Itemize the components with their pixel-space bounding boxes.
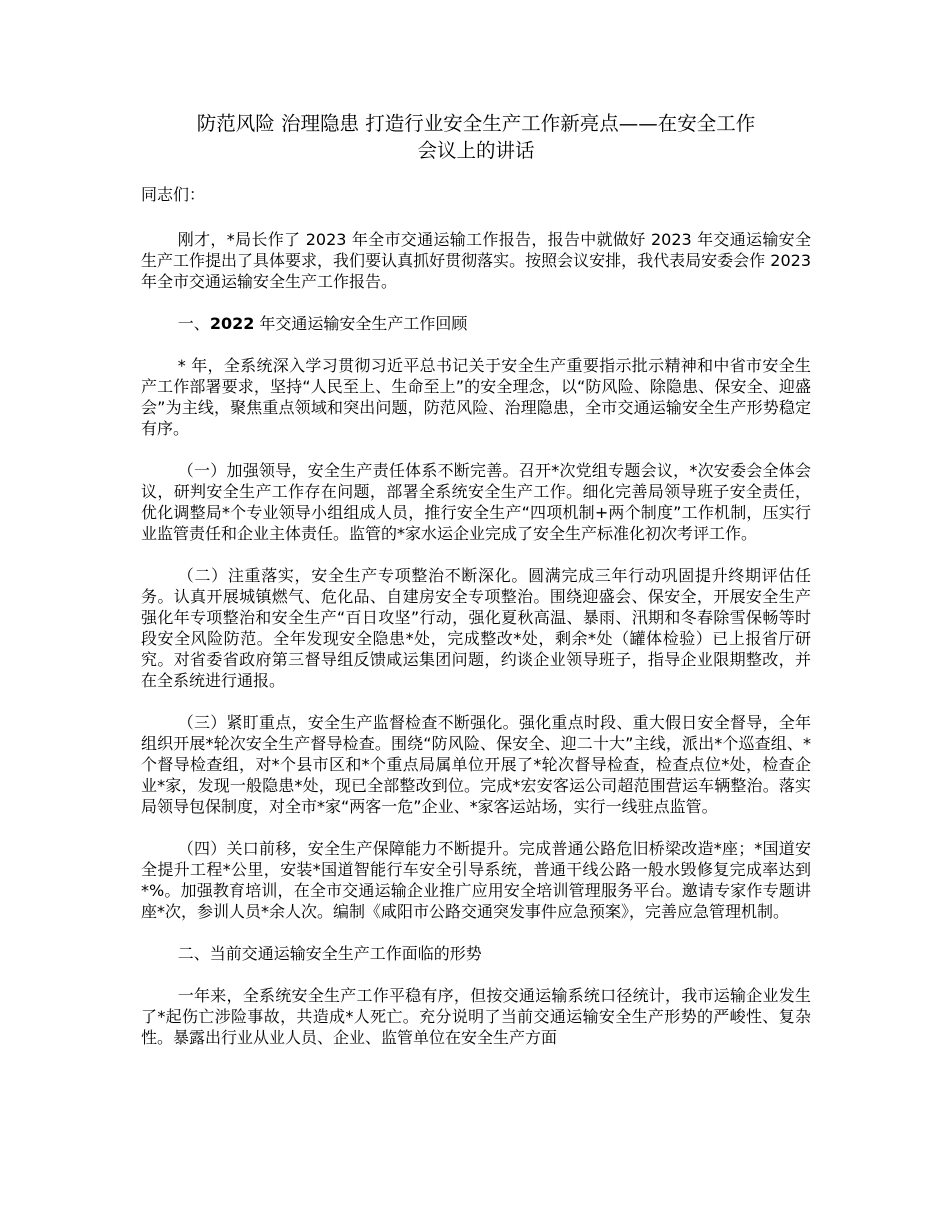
section-1-heading: [141, 313, 811, 334]
item-4-paragraph: （四）关口前移，安全生产保障能力不断提升。完成普通公路危旧桥梁改造*座；*国道安全提升工程*公里，安装*国道智能行车安全引导系统，普通干线公路一般水毁修复完成率达到 *%。加强教育培训，在全市交通运输企业推广应用安全培训管理服务平台。邀请专家作专题讲座*次，参训人员*余人次。编制《咸阳市公路交通突发事件应急预案》，完善应急管理机制。: [141, 839, 811, 921]
title-line-2: 会议上的讲话: [417, 139, 535, 162]
title-line-1: 防范风险 治理隐患 打造行业安全生产工作新亮点——在安全工作: [196, 112, 756, 135]
document-page: [141, 110, 811, 1069]
document-title: [141, 110, 811, 164]
section-2-paragraph: 一年来，全系统安全生产工作平稳有序，但按交通运输系统口径统计，我市运输企业发生了*起伤亡涉险事故，共造成*人死亡。充分说明了当前交通运输安全生产形势的严峻性、复杂性。暴露出行业从业人员、企业、监管单位在安全生产方面: [141, 986, 811, 1047]
item-2-paragraph: （二）注重落实，安全生产专项整治不断深化。圆满完成三年行动巩固提升终期评估任务。认真开展城镇燃气、危化品、自建房安全专项整治。围绕迎盛会、保安全，开展安全生产强化年专项整治和安全生产“百日攻坚”行动，强化夏秋高温、暴雨、汛期和冬春除雪保畅等时段安全风险防范。全年发现安全隐患*处，完成整改*处，剩余*处（罐体检验）已上报省厅研究。对省委省政府第三督导组反馈咸运集团问题，约谈企业领导班子，指导企业限期整改，并在全系统进行通报。: [141, 566, 811, 690]
item-3-paragraph: （三）紧盯重点，安全生产监督检查不断强化。强化重点时段、重大假日安全督导，全年组织开展*轮次安全生产督导检查。围绕“防风险、保安全、迎二十大”主线，派出*个巡查组、*个督导检查组，对*个县市区和*个重点局属单位开展了*轮次督导检查，检查点位*处，检查企业*家，发现一般隐患*处，现已全部整改到位。完成*宏安客运公司超范围营运车辆整治。落实局领导包保制度，对全市*家“两客一危”企业、*家客运站场，实行一线驻点监管。: [141, 713, 811, 816]
section-1-paragraph: * 年，全系统深入学习贯彻习近平总书记关于安全生产重要指示批示精神和中省市安全生产工作部署要求，坚持“人民至上、生命至上”的安全理念，以“防风险、除隐患、保安全、迎盛会”为主线，聚焦重点领域和突出问题，防范风险、治理隐患，全市交通运输安全生产形势稳定有序。: [141, 356, 811, 438]
greeting: 同志们：: [141, 185, 206, 204]
section-2-heading: 二、当前交通运输安全生产工作面临的形势: [177, 944, 482, 963]
item-1-paragraph: （一）加强领导，安全生产责任体系不断完善。召开*次党组专题会议，*次安委会全体会议，研判安全生产工作存在问题，部署全系统安全生产工作。细化完善局领导班子安全责任，优化调整局*个专业领导小组组成人员，推行安全生产“四项机制+两个制度”工作机制，压实行业监管责任和企业主体责任。监管的*家水运企业完成了安全生产标准化初次考评工作。: [141, 461, 811, 543]
section-1-title: 年交通运输安全生产工作回顾: [254, 314, 468, 333]
section-1-prefix: 一、: [177, 314, 210, 333]
intro-paragraph: 刚才，*局长作了 2023 年全市交通运输工作报告，报告中就做好 2023 年交通运输安全生产工作提出了具体要求，我们要认真抓好贯彻落实。按照会议安排，我代表局安委会作 2023 年全市交通运输安全生产工作报告。: [141, 230, 811, 291]
section-1-year: 2022: [209, 314, 255, 333]
